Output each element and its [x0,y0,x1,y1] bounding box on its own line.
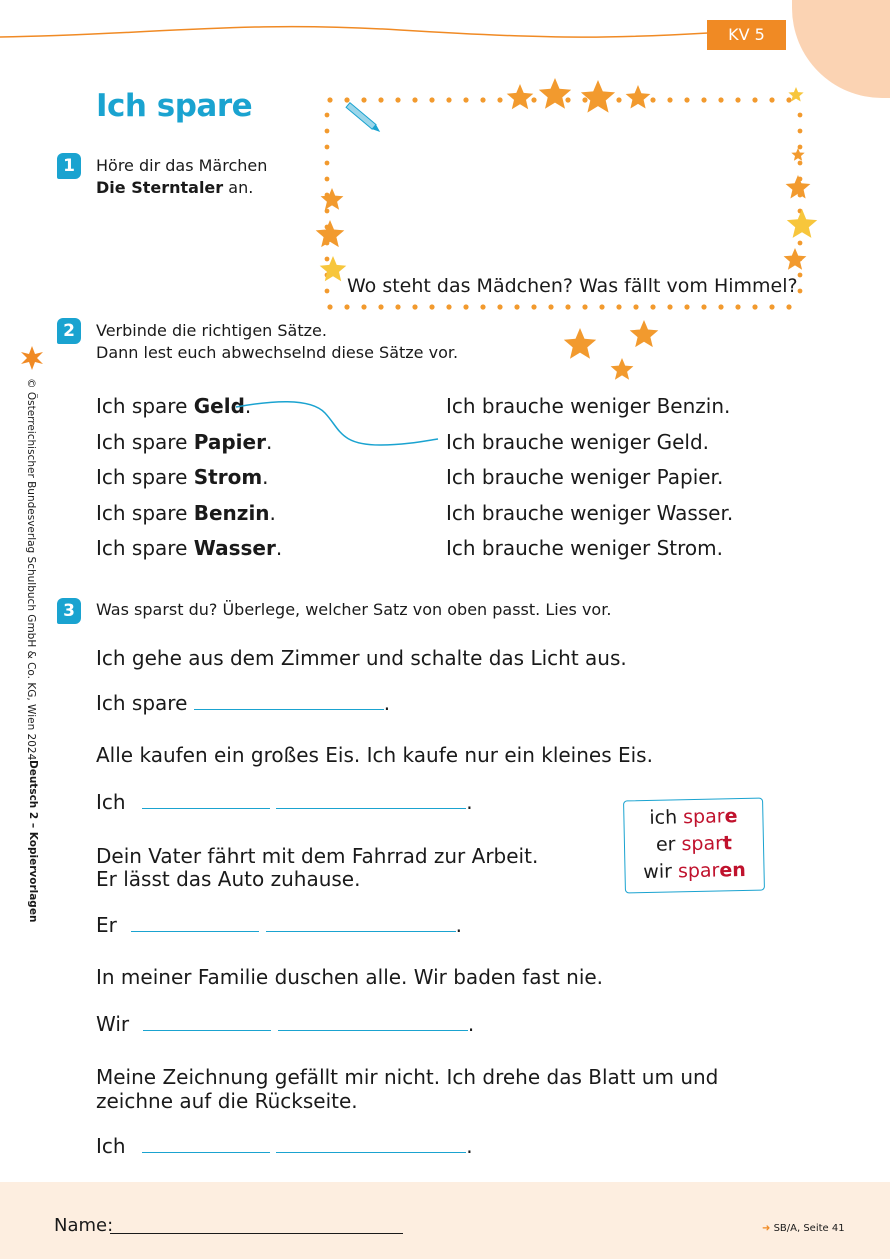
picture-question: Wo steht das Mädchen? Was fällt vom Himmel? [347,275,798,297]
frame-dot [429,97,434,102]
right-sentence[interactable]: Ich brauche weniger Geld. [446,429,709,454]
task-number-3: 3 [57,598,81,624]
publisher-logo-icon [19,344,45,372]
right-sentence[interactable]: Ich brauche weniger Wasser. [446,500,734,525]
answer-blank[interactable] [131,912,259,932]
frame-dot [531,304,536,309]
copyright-notice: © Österreichischer Bundesverlag Schulbuch GmbH & Co. KG, Wien 2024 [25,378,37,761]
left-sentence[interactable]: Ich spare Papier. [96,429,273,454]
connecting-line [230,395,450,455]
left-sentence[interactable]: Ich spare Benzin. [96,500,276,525]
frame-dot [480,304,485,309]
star-icon [320,256,347,281]
star-icon [611,358,634,380]
situation-text: Er lässt das Auto zuhause. [96,867,361,891]
verb-form: er spart [655,832,733,856]
frame-dot [325,289,330,294]
frame-dot [325,113,330,118]
task2-instruction-line1: Verbinde die richtigen Sätze. [96,321,327,340]
frame-dot [565,304,570,309]
frame-dot [378,97,383,102]
answer-line: Ich spare . [96,691,391,715]
frame-dot [650,97,655,102]
page-title: Ich spare [96,88,253,124]
answer-blank[interactable] [276,1133,466,1153]
frame-dot [531,97,536,102]
answer-line: Ich . [96,790,473,814]
frame-dot [667,97,672,102]
frame-dot [378,304,383,309]
task3-instruction: Was sparst du? Überlege, welcher Satz von oben passt. Lies vor. [96,600,612,619]
situation-text: Dein Vater fährt mit dem Fahrrad zur Arbeit. [96,844,539,868]
left-sentence[interactable]: Ich spare Geld. [96,394,252,418]
frame-dot [798,273,803,278]
answer-line: Ich . [96,1134,473,1158]
frame-dot [327,97,332,102]
star-icon [316,220,345,247]
frame-dot [327,304,332,309]
task2-instruction-line2: Dann lest euch abwechselnd diese Sätze vor. [96,343,459,362]
task1-instruction-line2 [96,177,253,199]
frame-dot [480,97,485,102]
page-reference: ➜ SB/A, Seite 41 [762,1223,845,1234]
frame-dot [599,304,604,309]
frame-dot [701,97,706,102]
frame-dot [684,97,689,102]
frame-dot [565,97,570,102]
frame-dot [786,97,791,102]
frame-dot [735,304,740,309]
frame-dot [718,304,723,309]
arrow-right-icon: ➜ [762,1223,774,1234]
task-number-1: 1 [57,153,81,179]
left-sentence[interactable]: Ich spare Strom. [96,465,269,489]
frame-dot [752,97,757,102]
answer-blank[interactable] [266,912,456,932]
frame-dot [684,304,689,309]
frame-dot [361,304,366,309]
answer-start: Ich spare [96,691,188,715]
situation-text: Alle kaufen ein großes Eis. Ich kaufe nur ein kleines Eis. [96,743,653,767]
star-icon [581,80,615,113]
frame-dot [582,304,587,309]
verb-form: ich spare [649,805,738,829]
name-field[interactable] [110,1233,403,1234]
footer [0,1182,890,1259]
left-sentence[interactable]: Ich spare Wasser. [96,536,283,560]
frame-dot [429,304,434,309]
frame-dot [701,304,706,309]
star-icon [784,248,807,270]
frame-dot [616,304,621,309]
frame-dot [718,97,723,102]
frame-dot [344,97,349,102]
situation-text: Ich gehe aus dem Zimmer und schalte das Licht aus. [96,646,627,670]
task-number-2: 2 [57,318,81,344]
frame-dot [325,161,330,166]
frame-dot [798,129,803,134]
star-icon [539,78,571,109]
frame-dot [752,304,757,309]
book-title: Deutsch 2 – Kopiervorlagen [27,760,39,923]
frame-dot [769,97,774,102]
frame-dot [667,304,672,309]
frame-dot [395,97,400,102]
frame-dot [735,97,740,102]
right-sentence[interactable]: Ich brauche weniger Papier. [446,465,724,489]
frame-dot [650,304,655,309]
frame-dot [325,145,330,150]
answer-start: Wir [96,1012,130,1036]
answer-start: Ich [96,790,126,814]
star-icon [564,328,596,359]
answer-start: Er [96,913,117,937]
frame-dot [463,304,468,309]
frame-dot [786,304,791,309]
task1-instruction-line1: Höre dir das Märchen [96,156,268,175]
frame-dot [798,113,803,118]
star-icon [630,320,659,347]
right-sentences [446,394,733,572]
frame-dot [344,304,349,309]
frame-dot [412,97,417,102]
answer-blank[interactable] [194,690,384,710]
answer-blank[interactable] [143,1011,271,1031]
answer-blank[interactable] [276,789,466,809]
verb-conjugation-box [623,798,765,894]
frame-dot [798,145,803,150]
frame-dot [497,304,502,309]
frame-dot [395,304,400,309]
frame-dot [446,97,451,102]
frame-dot [548,304,553,309]
frame-dot [497,97,502,102]
verb-form: wir sparen [643,858,747,884]
answer-blank[interactable] [278,1011,468,1031]
frame-dot [798,241,803,246]
answer-line: Wir . [96,1012,475,1036]
frame-dot [412,304,417,309]
frame-dot [582,97,587,102]
situation-text: zeichne auf die Rückseite. [96,1089,358,1113]
right-sentence[interactable]: Ich brauche weniger Benzin. [446,394,731,418]
answer-blank[interactable] [142,789,270,809]
frame-dot [446,304,451,309]
frame-dot [633,304,638,309]
story-title: Die Sterntaler [96,178,224,197]
answer-line: Er . [96,913,462,937]
frame-dot [798,289,803,294]
worksheet-tag: KV 5 [707,20,786,50]
frame-dot [325,257,330,262]
frame-dot [325,129,330,134]
frame-dot [616,97,621,102]
frame-dot [769,304,774,309]
frame-dot [514,304,519,309]
situation-text: Meine Zeichnung gefällt mir nicht. Ich drehe das Blatt um und [96,1065,719,1089]
frame-dot [325,177,330,182]
answer-blank[interactable] [142,1133,270,1153]
star-icon [791,148,804,161]
right-sentence[interactable]: Ich brauche weniger Strom. [446,536,723,560]
answer-start: Ich [96,1134,126,1158]
star-icon [507,84,534,109]
star-icon [626,85,651,109]
frame-dot [361,97,366,102]
pencil-icon [346,103,382,135]
star-icon [321,188,344,210]
situation-text: In meiner Familie duschen alle. Wir baden fast nie. [96,965,604,989]
star-icon [787,209,817,238]
frame-dot [798,161,803,166]
frame-dot [463,97,468,102]
task1-line2-rest: an. [223,178,254,197]
name-label: Name: [54,1215,114,1236]
